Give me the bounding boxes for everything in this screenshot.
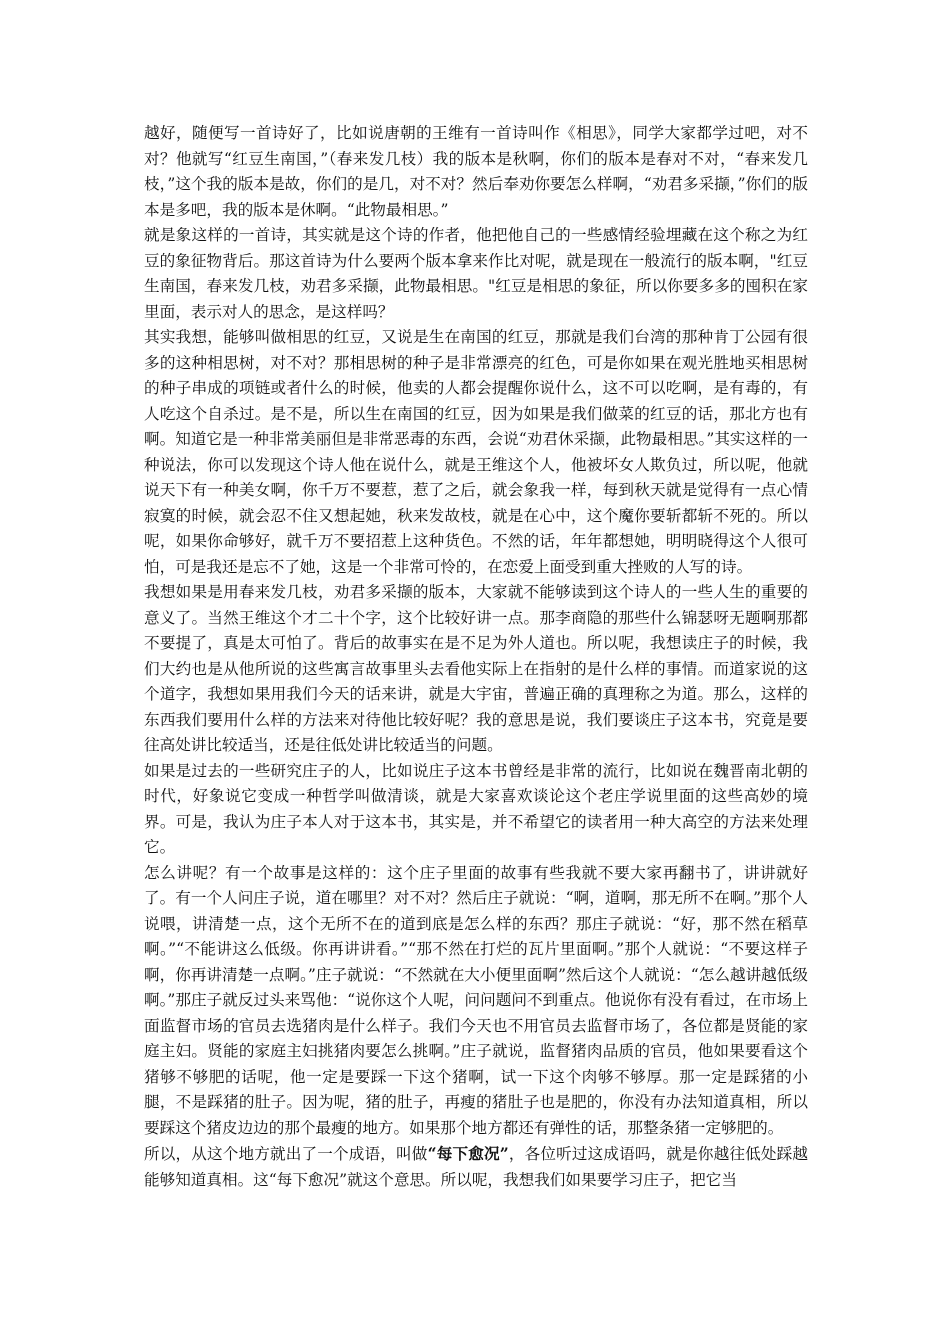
paragraph-3: 其实我想，能够叫做相思的红豆，又说是生在南国的红豆，那就是我们台湾的那种肯丁公园有很多的这种相思树，对不对？那相思树的种子是非常漂亮的红色，可是你如果在观光胜地买相思树的种子串成的项链或者什么的时候，他卖的人都会提醒你说什么，这不可以吃啊，是有毒的，有人吃这个自杀过。是不是，所以生在南国的红豆，因为如果是我们做菜的红豆的话，那北方也有啊。知道它是一种非常美丽但是非常恶毒的东西，会说“劝君休采撷，此物最相思。”其实这样的一种说法，你可以发现这个诗人他在说什么，就是王维这个人，他被坏女人欺负过，所以呢，他就说天下有一种美女啊，你千万不要惹，惹了之后，就会象我一样，每到秋天就是觉得有一点心情寂寞的时候，就会忍不住又想起她，秋来发故枝，就是在心中，这个魔你要斩都斩不死的。所以呢，如果你命够好，就千万不要招惹上这种货色。不然的话，年年都想她，明明晓得这个人很可怕，可是我还是忘不了她，这是一个非常可怜的，在恋爱上面受到重大挫败的人写的诗。 (144, 328, 808, 576)
paragraph-2: 就是象这样的一首诗，其实就是这个诗的作者，他把他自己的一些感情经验埋藏在这个称之为红豆的象征物背后。那这首诗为什么要两个版本拿来作比对呢，就是现在一般流行的版本啊，"红豆生南国，春来发几枝，劝君多采撷，此物最相思。"红豆是相思的象征，所以你要多多的囤积在家里面，表示对人的思念，是这样吗？ (144, 226, 808, 321)
paragraph-4: 我想如果是用春来发几枝，劝君多采撷的版本，大家就不能够读到这个诗人的一些人生的重要的意义了。当然王维这个才二十个字，这个比较好讲一点。那李商隐的那些什么锦瑟呀无题啊那都不要提了，真是太可怕了。背后的故事实在是不足为外人道也。所以呢，我想读庄子的时候，我们大约也是从他所说的这些寓言故事里头去看他实际上在指射的是什么样的事情。而道家说的这个道字，我想如果用我们今天的话来讲，就是大宇宙，普遍正确的真理称之为道。那么，这样的东西我们要用什么样的方法来对待他比较好呢？我的意思是说，我们要谈庄子这本书，究竟是要往高处讲比较适当，还是往低处讲比较适当的问题。 (144, 583, 808, 754)
paragraph-6: 怎么讲呢？有一个故事是这样的：这个庄子里面的故事有些我就不要大家再翻书了，讲讲就好了。有一个人问庄子说，道在哪里？对不对？然后庄子就说：“啊，道啊，那无所不在啊。”那个人说喂，讲清楚一点，这个无所不在的道到底是怎么样的东西？那庄子就说：“好，那不然在稻草啊。”“不能讲这么低级。你再讲讲看。”“那不然在打烂的瓦片里面啊。”那个人就说：“不要这样子啊，你再讲清楚一点啊。”庄子就说：“不然就在大小便里面啊”然后这个人就说：“怎么越讲越低级啊。”那庄子就反过头来骂他：“说你这个人呢，问问题问不到重点。他说你有没有看过，在市场上面监督市场的官员去选猪肉是什么样子。我们今天也不用官员去监督市场了，各位都是贤能的家庭主妇。贤能的家庭主妇挑猪肉要怎么挑啊。”庄子就说，监督猪肉品质的官员，他如果要看这个猪够不够肥的话呢，他一定是要踩一下这个猪啊，试一下这个肉够不够厚。那一定是踩猪的小腿，不是踩猪的肚子。因为呢，猪的肚子，再瘦的猪肚子也是肥的，你没有办法知道真相，所以要踩这个猪皮边边的那个最瘦的地方。如果那个地方都还有弹性的话，那整条猪一定够肥的。 (144, 863, 808, 1137)
document-page (144, 121, 808, 1193)
idiom-bold-text: “每下愈况” (427, 1144, 509, 1163)
paragraph-1: 越好，随便写一首诗好了，比如说唐朝的王维有一首诗叫作《相思》，同学大家都学过吧，对不对？他就写“红豆生南国，”（春来发几枝）我的版本是秋啊，你们的版本是春对不对，“春来发几枝，”这个我的版本是故，你们的是几，对不对？然后奉劝你要怎么样啊，“劝君多采撷，”你们的版本是多吧，我的版本是休啊。“此物最相思。” (144, 124, 808, 219)
paragraph-7-lead: 所以，从这个地方就出了一个成语，叫做 (144, 1145, 428, 1163)
paragraph-5: 如果是过去的一些研究庄子的人，比如说庄子这本书曾经是非常的流行，比如说在魏晋南北朝的时代，好象说它变成一种哲学叫做清谈，就是大家喜欢谈论这个老庄学说里面的这些高妙的境界。可是，我认为庄子本人对于这本书，其实是，并不希望它的读者用一种大高空的方法来处理它。 (144, 761, 808, 856)
paragraph-7-tail: ，各位听过这成语吗，就是你越往低处踩越能够知道真相。这“每下愈况”就这个意思。所以呢，我想我们如果要学习庄子，把它当 (144, 1145, 808, 1189)
paragraph-7 (144, 1141, 808, 1193)
